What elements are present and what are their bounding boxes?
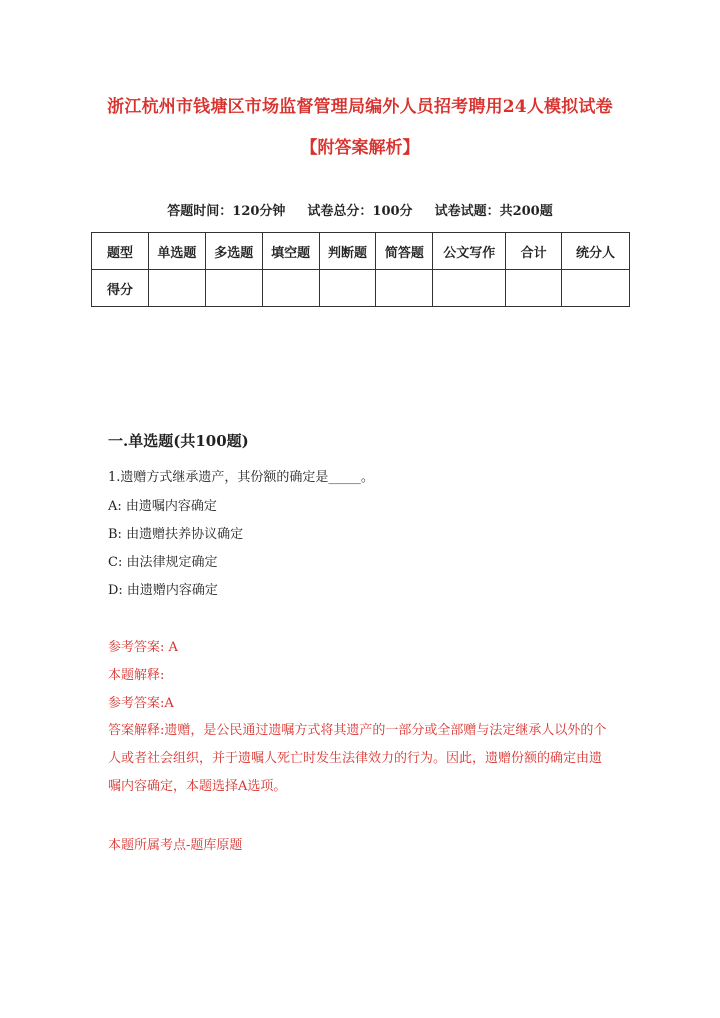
score-table-header: 判断题 bbox=[319, 233, 376, 270]
question-stem: 1.遗赠方式继承遗产，其份额的确定是_____。 bbox=[108, 470, 374, 485]
exam-total-score: 试卷总分：100分 bbox=[307, 204, 413, 219]
reference-answer-repeat: 参考答案:A bbox=[108, 696, 174, 711]
score-cell bbox=[148, 270, 205, 307]
score-table-header: 多选题 bbox=[205, 233, 262, 270]
score-table-header: 单选题 bbox=[148, 233, 205, 270]
exam-question-count: 试卷试题：共200题 bbox=[434, 204, 553, 219]
question-source: 本题所属考点-题库原题 bbox=[108, 838, 243, 853]
question-option-a: A: 由遗嘱内容确定 bbox=[108, 499, 217, 514]
score-cell bbox=[506, 270, 562, 307]
score-table bbox=[91, 232, 630, 307]
section-heading: 一.单选题(共100题) bbox=[108, 432, 249, 450]
score-table-header: 简答题 bbox=[376, 233, 433, 270]
question-option-c: C: 由法律规定确定 bbox=[108, 555, 218, 570]
score-table-header-row bbox=[92, 233, 630, 270]
score-row-label: 得分 bbox=[92, 270, 149, 307]
question-option-b: B: 由遗赠扶养协议确定 bbox=[108, 527, 244, 542]
exam-time: 答题时间：120分钟 bbox=[167, 204, 286, 219]
score-cell bbox=[262, 270, 319, 307]
score-cell bbox=[376, 270, 433, 307]
score-cell bbox=[433, 270, 506, 307]
reference-answer: 参考答案: A bbox=[108, 640, 178, 655]
document-subtitle: 【附答案解析】 bbox=[300, 138, 420, 158]
score-table-header: 合计 bbox=[506, 233, 562, 270]
score-table-header: 填空题 bbox=[262, 233, 319, 270]
question-option-d: D: 由遗赠内容确定 bbox=[108, 583, 218, 598]
exam-info bbox=[0, 200, 720, 219]
score-cell bbox=[319, 270, 376, 307]
score-table-score-row bbox=[92, 270, 630, 307]
score-table-header: 公文写作 bbox=[433, 233, 506, 270]
document-title: 浙江杭州市钱塘区市场监督管理局编外人员招考聘用24人模拟试卷 bbox=[107, 97, 613, 117]
score-cell bbox=[205, 270, 262, 307]
explanation-label: 本题解释: bbox=[108, 668, 165, 683]
answer-explanation: 答案解释:遗赠，是公民通过遗嘱方式将其遗产的一部分或全部赠与法定继承人以外的个人或者社会组织，并于遗嘱人死亡时发生法律效力的行为。因此，遗赠份额的确定由遗嘱内容确定，本题选择A选项。 bbox=[108, 723, 607, 794]
score-cell bbox=[562, 270, 630, 307]
score-table-header: 题型 bbox=[92, 233, 149, 270]
score-table-header: 统分人 bbox=[562, 233, 630, 270]
